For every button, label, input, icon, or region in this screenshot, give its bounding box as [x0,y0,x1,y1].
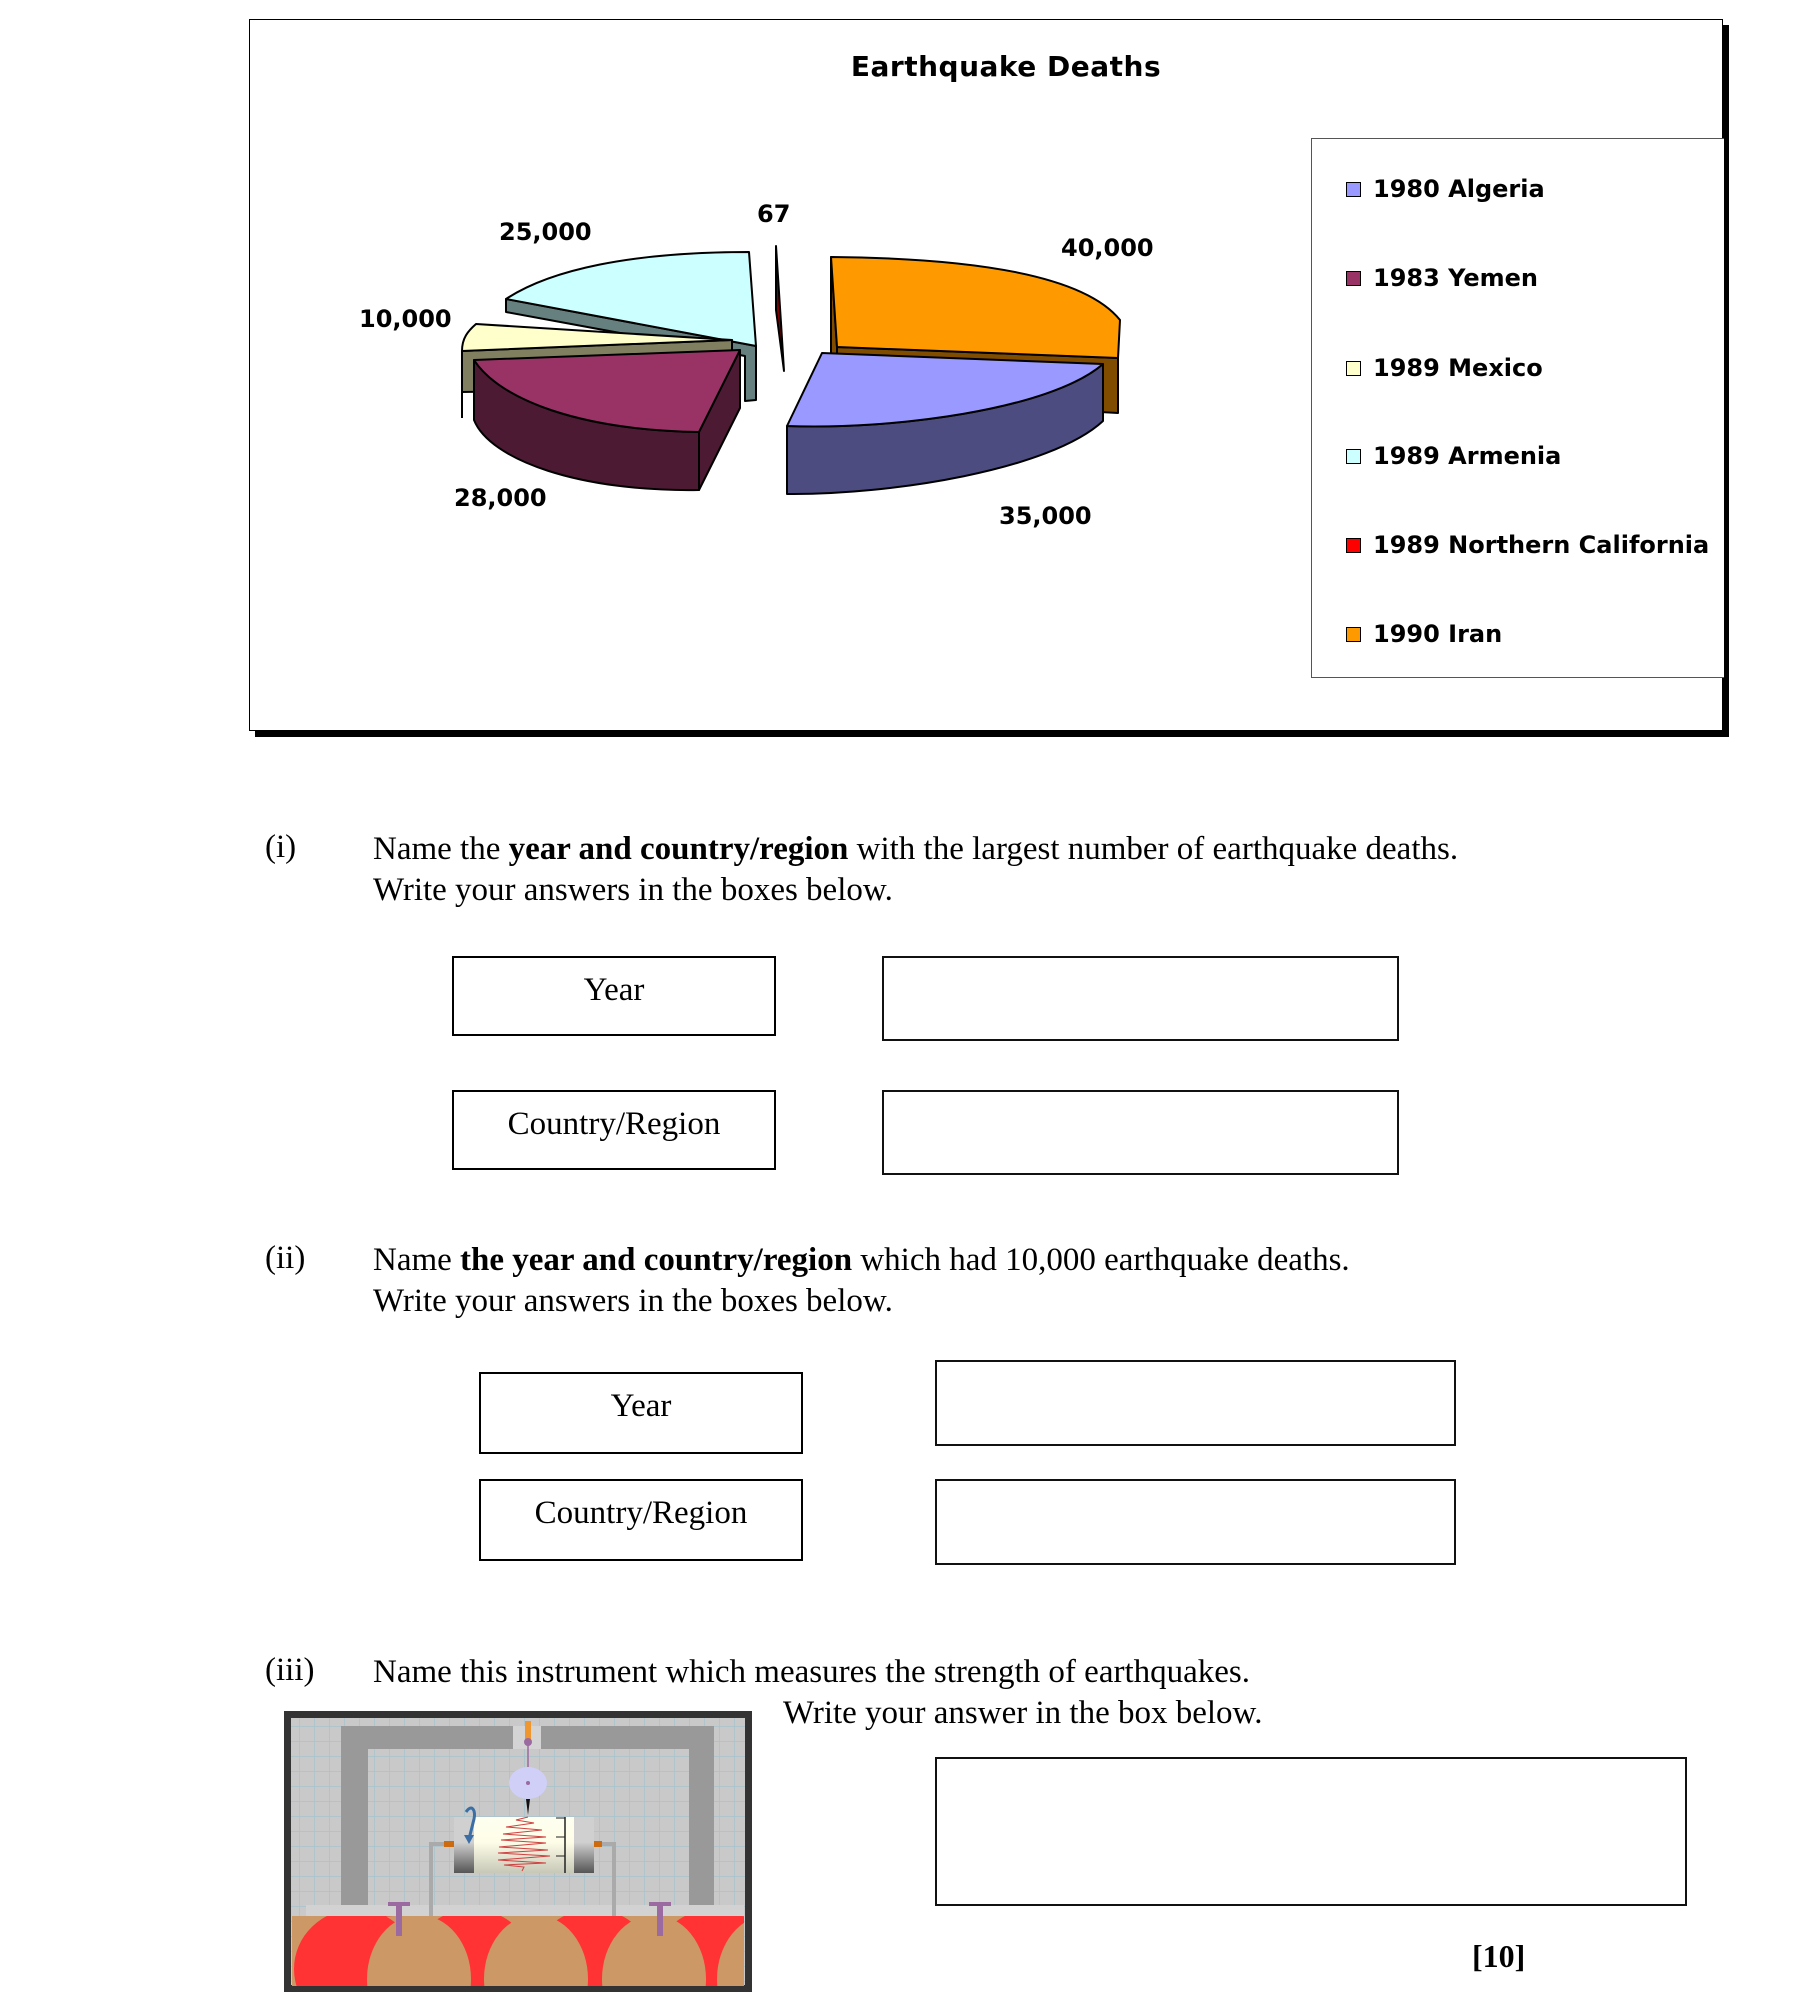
question-1-text [373,829,1458,870]
question-2-number: (ii) [265,1240,306,1276]
legend-swatch [1346,271,1361,286]
chart-legend [1311,138,1724,678]
question-3-answer-input[interactable] [935,1757,1687,1906]
question-3-instruction: Write your answer in the box below. [783,1695,1263,1731]
question-1-year-answer-input[interactable] [882,956,1399,1041]
pie-slice-california [776,246,784,371]
question-2-year-answer-input[interactable] [935,1360,1456,1446]
question-2-text-bold: the year and country/region [460,1242,853,1278]
legend-label: 1983 Yemen [1373,264,1538,292]
seismograph-illustration [284,1711,752,1992]
total-marks: [10] [1472,1938,1526,1974]
chart-title: Earthquake Deaths [850,50,1162,83]
legend-swatch [1346,361,1361,376]
legend-label: 1980 Algeria [1373,175,1545,203]
question-1-instruction: Write your answers in the boxes below. [373,872,893,908]
anchor-bolt [657,1902,663,1936]
pie-slice-iran [831,257,1120,358]
chart-frame [249,19,1723,731]
data-label-algeria: 35,000 [999,502,1092,530]
question-2-year-label: Year [479,1372,803,1454]
question-1-country-answer-input[interactable] [882,1090,1399,1175]
legend-swatch [1346,627,1361,642]
question-1-text-pre: Name the [373,831,509,867]
legend-item-armenia [1346,442,1561,470]
legend-swatch [1346,449,1361,464]
data-label-armenia: 25,000 [499,218,592,246]
data-label-mexico: 10,000 [359,305,452,333]
data-label-iran: 40,000 [1061,234,1154,262]
legend-label: 1989 Mexico [1373,354,1543,382]
question-2-country-label: Country/Region [479,1479,803,1561]
question-1-text-post: with the largest number of earthquake deaths. [848,831,1459,867]
question-2-text [373,1240,1350,1281]
question-1-year-label: Year [452,956,776,1036]
question-2-text-pre: Name [373,1242,461,1278]
legend-item-iran [1346,620,1502,648]
question-3-text: Name this instrument which measures the strength of earthquakes. [373,1654,1251,1690]
legend-item-northern-california [1346,531,1709,559]
legend-item-mexico [1346,354,1543,382]
anchor-bolt [396,1902,402,1936]
question-3-number: (iii) [265,1652,315,1688]
question-2-text-post: which had 10,000 earthquake deaths. [852,1242,1350,1278]
data-label-california: 67 [757,200,791,228]
pie-chart [250,20,1310,710]
question-1-country-label: Country/Region [452,1090,776,1170]
legend-item-algeria [1346,175,1545,203]
question-2-instruction: Write your answers in the boxes below. [373,1283,893,1319]
question-1-number: (i) [265,829,297,865]
legend-label: 1989 Northern California [1373,531,1710,559]
legend-swatch [1346,182,1361,197]
question-1-text-bold: year and country/region [508,831,849,867]
question-2-country-answer-input[interactable] [935,1479,1456,1565]
legend-label: 1989 Armenia [1373,442,1562,470]
legend-swatch [1346,538,1361,553]
legend-label: 1990 Iran [1373,620,1503,648]
data-label-yemen: 28,000 [454,484,547,512]
legend-item-yemen [1346,264,1538,292]
